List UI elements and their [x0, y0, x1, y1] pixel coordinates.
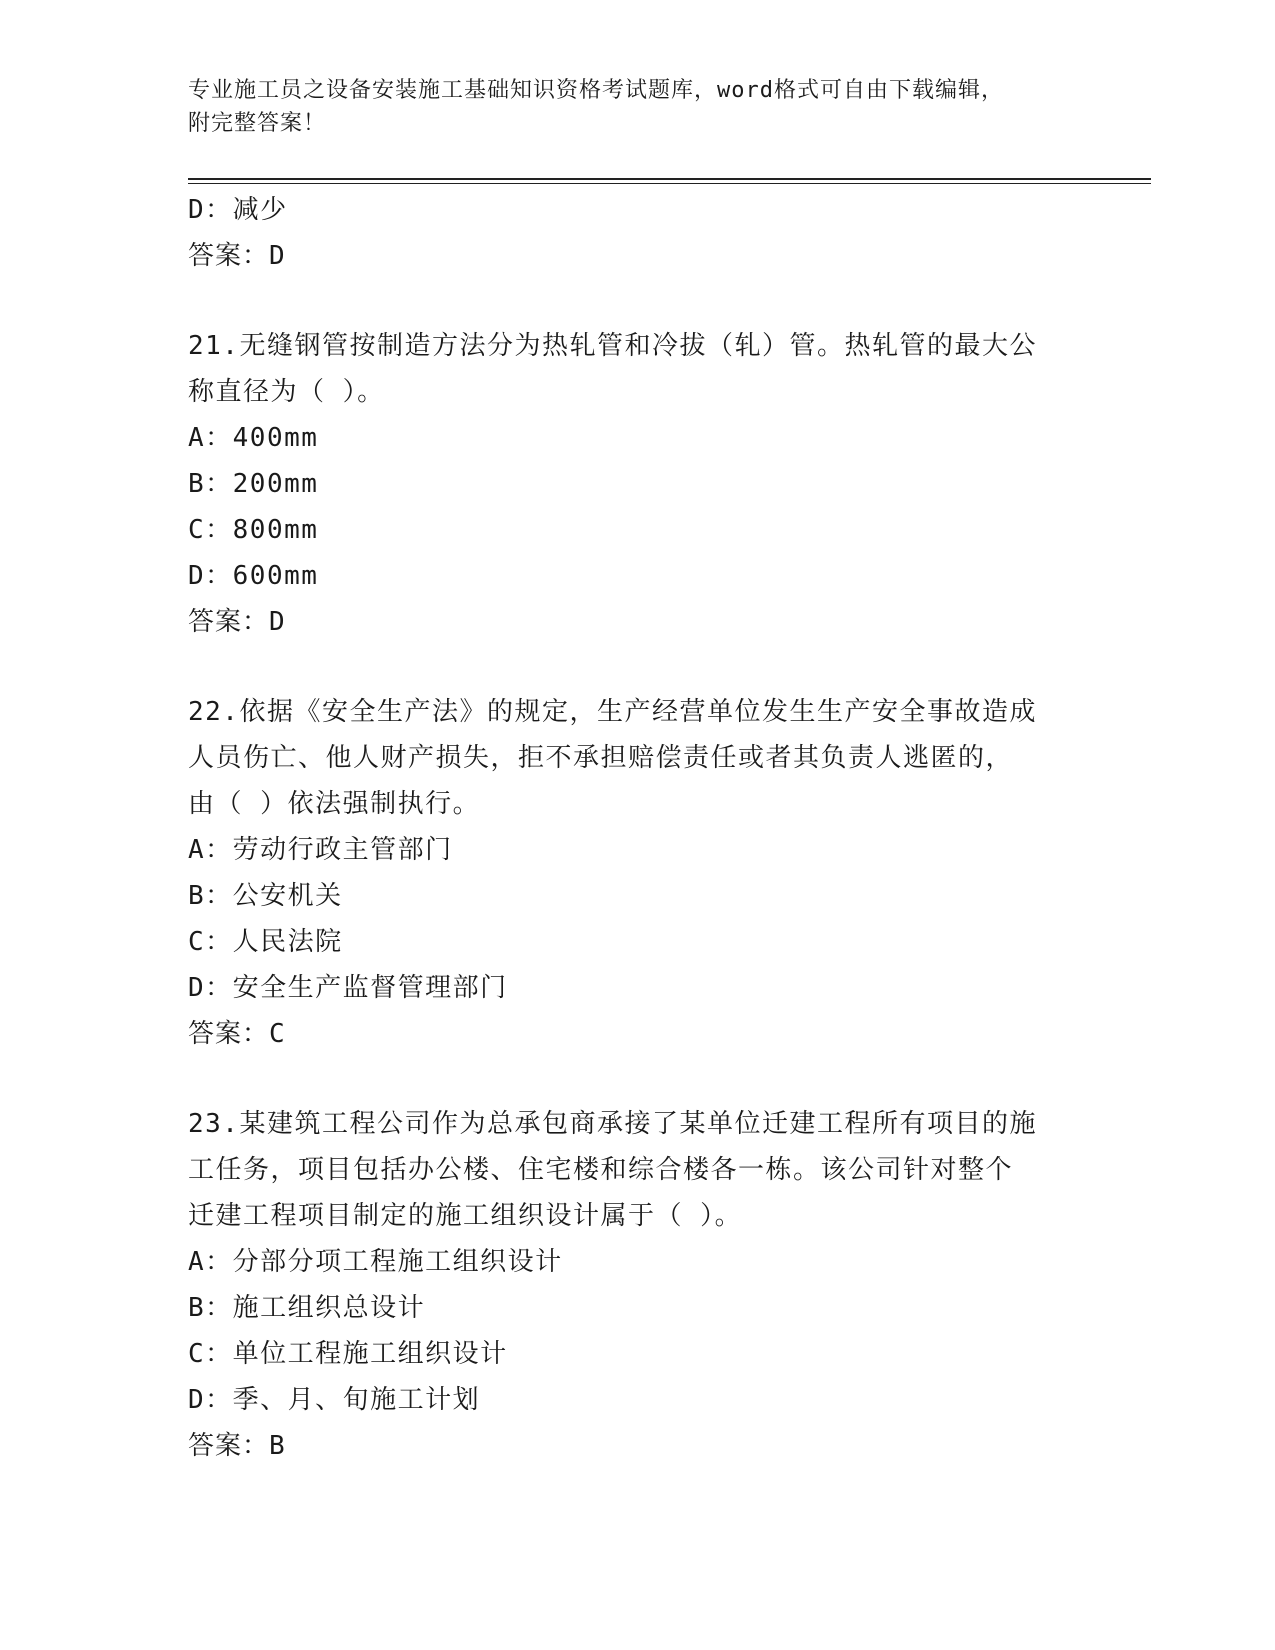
answer-line: 答案：C	[188, 1019, 286, 1049]
header-divider-thick	[188, 178, 1151, 180]
header-line-2: 附完整答案！	[188, 111, 327, 136]
option-b: B：200mm	[188, 469, 319, 499]
question-stem-line: 工任务，项目包括办公楼、住宅楼和综合楼各一栋。该公司针对整个	[188, 1155, 1014, 1185]
option-a: A：400mm	[188, 423, 319, 453]
header-divider-thin	[188, 183, 1151, 184]
question-stem-line: 称直径为（ ）。	[188, 377, 385, 407]
question-stem-line: 人员伤亡、他人财产损失，拒不承担赔偿责任或者其负责人逃匿的，	[188, 743, 1014, 773]
option-d: D：600mm	[188, 561, 319, 591]
option-a: A：分部分项工程施工组织设计	[188, 1247, 563, 1277]
question-stem-line: 21.无缝钢管按制造方法分为热轧管和冷拔（轧）管。热轧管的最大公	[188, 331, 1037, 361]
question-stem-line: 22.依据《安全生产法》的规定，生产经营单位发生生产安全事故造成	[188, 697, 1037, 727]
question-stem-line: 迁建工程项目制定的施工组织设计属于（ ）。	[188, 1201, 743, 1231]
previous-question-tail	[188, 187, 1088, 279]
answer-line: 答案：D	[188, 607, 286, 637]
option-d: D：安全生产监督管理部门	[188, 973, 508, 1003]
document-body	[188, 187, 1088, 1469]
spacer	[188, 1057, 1088, 1101]
option-c: C：人民法院	[188, 927, 343, 957]
option-b: B：公安机关	[188, 881, 343, 911]
option-a: A：劳动行政主管部门	[188, 835, 453, 865]
answer-line: 答案：B	[188, 1431, 286, 1461]
answer-line: 答案：D	[188, 241, 286, 271]
spacer	[188, 279, 1088, 323]
question-22	[188, 689, 1088, 1057]
option-d: D：季、月、旬施工计划	[188, 1385, 481, 1415]
header-line-1: 专业施工员之设备安装施工基础知识资格考试题库，word格式可自由下载编辑，	[188, 78, 1004, 103]
question-21	[188, 323, 1088, 645]
document-header	[188, 74, 1088, 140]
spacer	[188, 645, 1088, 689]
question-23	[188, 1101, 1088, 1469]
question-stem-line: 23.某建筑工程公司作为总承包商承接了某单位迁建工程所有项目的施	[188, 1109, 1037, 1139]
option-b: B：施工组织总设计	[188, 1293, 426, 1323]
option-c: C：800mm	[188, 515, 319, 545]
question-stem-line: 由（ ）依法强制执行。	[188, 789, 481, 819]
option-d: D：减少	[188, 195, 288, 225]
option-c: C：单位工程施工组织设计	[188, 1339, 508, 1369]
